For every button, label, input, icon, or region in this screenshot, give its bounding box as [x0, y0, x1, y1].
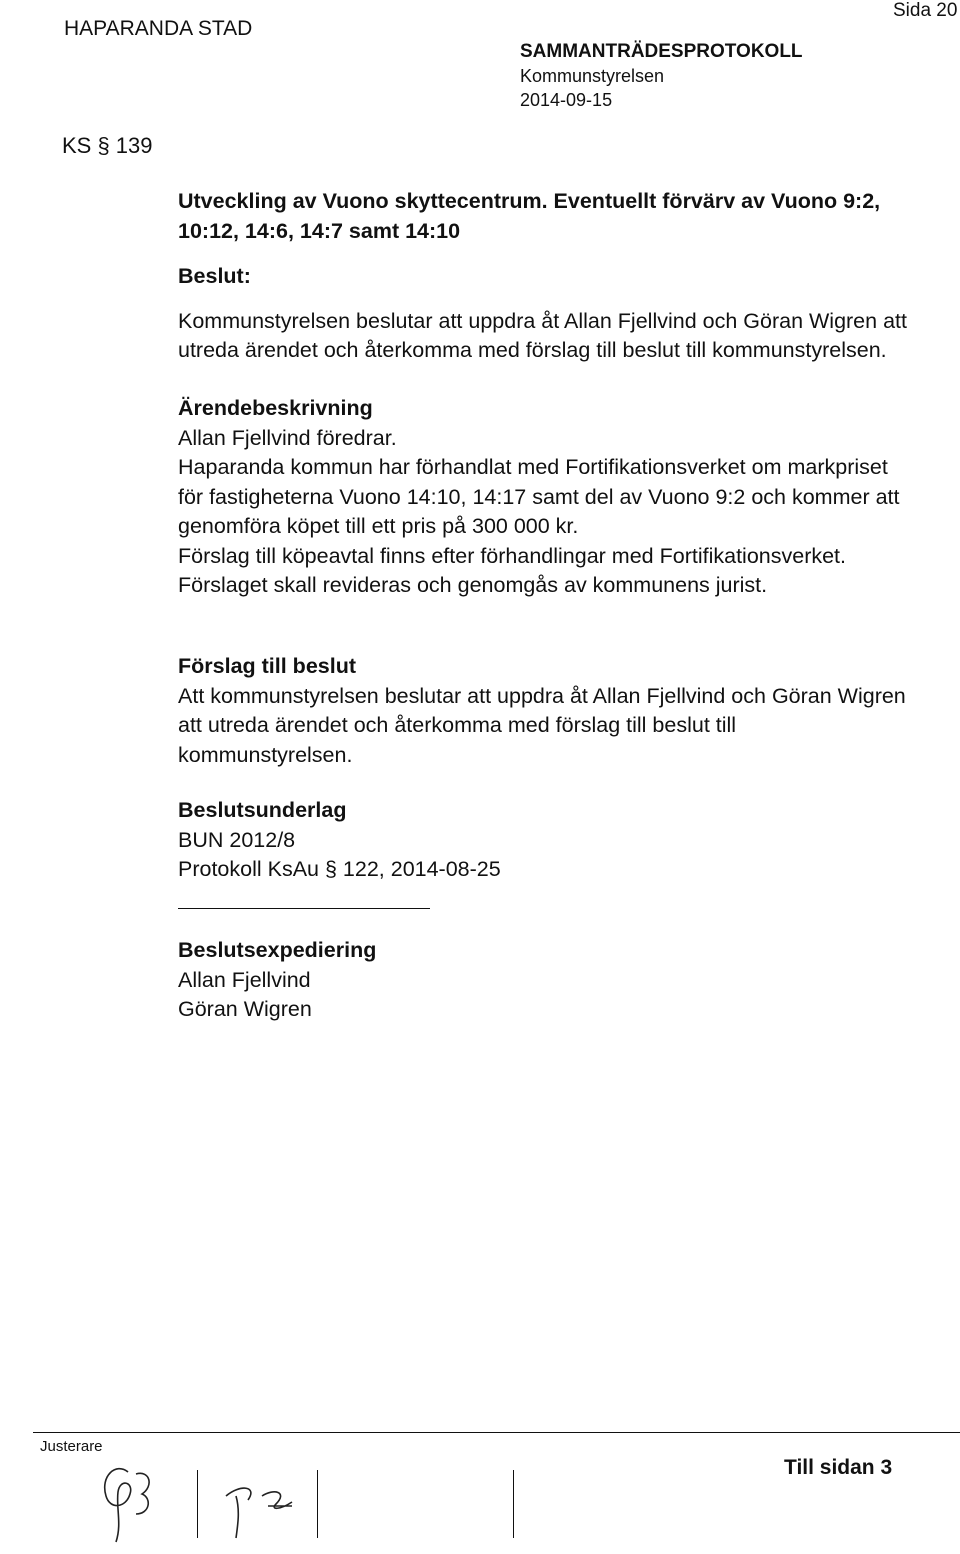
dispatch-line: Allan Fjellvind — [178, 967, 311, 992]
handwritten-initials-1 — [90, 1452, 160, 1552]
municipality-name: HAPARANDA STAD — [64, 17, 253, 40]
dispatch-section — [178, 936, 948, 1025]
handwritten-initials-2 — [218, 1452, 308, 1552]
proposal-line: Att kommunstyrelsen beslutar att uppdra åt Allan Fjellvind och Göran Wigren — [178, 683, 906, 708]
proposal-line: att utreda ärendet och återkomma med förslag till beslut till — [178, 713, 737, 737]
document-title: SAMMANTRÄDESPROTOKOLL — [520, 41, 803, 62]
description-line: Förslaget skall revideras och genomgås av kommunens jurist. — [178, 573, 768, 597]
footer-rule — [33, 1432, 960, 1433]
description-heading: Ärendebeskrivning — [178, 396, 373, 420]
next-page-note: Till sidan 3 — [784, 1456, 893, 1479]
basis-section — [178, 796, 948, 885]
signature-separator — [513, 1470, 514, 1538]
page-number: Sida 20 — [893, 0, 958, 21]
proposal-section — [178, 652, 948, 770]
paragraph-number: KS § 139 — [62, 133, 153, 158]
description-section — [178, 394, 948, 601]
description-line: genomföra köpet till ett pris på 300 000 kr. — [178, 514, 579, 538]
dispatch-line: Göran Wigren — [178, 997, 312, 1021]
adjuster-label: Justerare — [40, 1438, 103, 1455]
basis-heading: Beslutsunderlag — [178, 798, 347, 822]
dispatch-heading: Beslutsexpediering — [178, 938, 377, 962]
description-line: Allan Fjellvind föredrar. — [178, 425, 397, 450]
basis-line: BUN 2012/8 — [178, 827, 296, 852]
signature-separator — [197, 1470, 198, 1538]
description-line: Haparanda kommun har förhandlat med Fortifikationsverket om markpriset — [178, 455, 888, 479]
item-title — [178, 186, 948, 246]
description-line: Förslag till köpeavtal finns efter förhandlingar med Fortifikationsverket. — [178, 543, 847, 568]
item-title-line: 10:12, 14:6, 14:7 samt 14:10 — [178, 219, 461, 243]
item-title-line: Utveckling av Vuono skyttecentrum. Eventuellt förvärv av Vuono 9:2, — [178, 189, 881, 213]
decision-section — [178, 262, 948, 366]
decision-line: utreda ärendet och återkomma med förslag till beslut till kommunstyrelsen. — [178, 338, 887, 362]
signature-area — [90, 1452, 530, 1552]
decision-heading: Beslut: — [178, 264, 251, 288]
proposal-heading: Förslag till beslut — [178, 654, 356, 678]
meeting-date: 2014-09-15 — [520, 90, 613, 110]
description-line: för fastigheterna Vuono 14:10, 14:17 samt del av Vuono 9:2 och kommer att — [178, 484, 900, 509]
signature-separator — [317, 1470, 318, 1538]
basis-line: Protokoll KsAu § 122, 2014-08-25 — [178, 857, 501, 881]
decision-line: Kommunstyrelsen beslutar att uppdra åt Allan Fjellvind och Göran Wigren att — [178, 308, 907, 333]
section-divider — [178, 908, 430, 909]
proposal-line: kommunstyrelsen. — [178, 742, 353, 767]
committee-name: Kommunstyrelsen — [520, 66, 665, 86]
